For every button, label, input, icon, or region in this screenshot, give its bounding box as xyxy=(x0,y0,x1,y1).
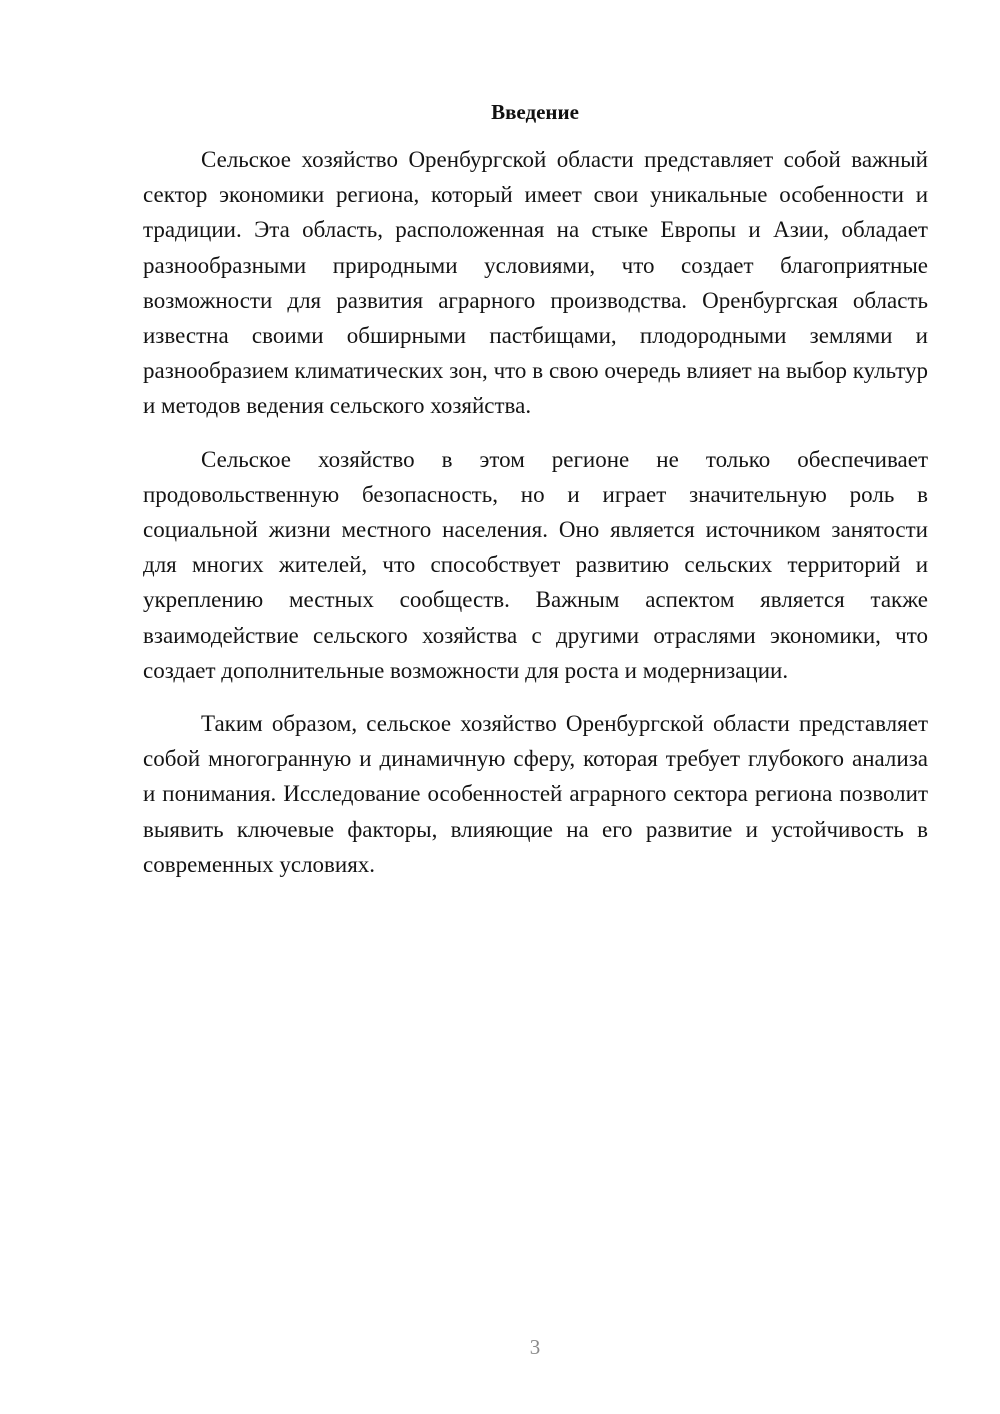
section-heading: Введение xyxy=(491,100,579,124)
paragraph-3: Таким образом, сельское хозяйство Оренбургской области представляет собой многогранную и динамичную сферу, которая требует глубокого анализа и понимания. Исследование особенностей аграрного сектора региона позволит выявить ключевые факторы, влияющие на его развитие и устойчивость в современных условиях. xyxy=(143,711,928,877)
paragraph-2: Сельское хозяйство в этом регионе не только обеспечивает продовольственную безопасность, но и играет значительную роль в социальной жизни местного населения. Оно является источником занятости для многих жителей, что способствует развитию сельских территорий и укреплению местных сообществ. Важным аспектом является также взаимодействие сельского хозяйства с другими отраслями экономики, что создает дополнительные возможности для роста и модернизации. xyxy=(143,446,928,683)
paragraph-1: Сельское хозяйство Оренбургской области представляет собой важный сектор экономики региона, который имеет свои уникальные особенности и традиции. Эта область, расположенная на стыке Европы и Азии, обладает разнообразными природными условиями, что создает благоприятные возможности для развития аграрного производства. Оренбургская область известна своими обширными пастбищами, плодородными землями и разнообразием климатических зон, что в свою очередь влияет на выбор культур и методов ведения сельского хозяйства. xyxy=(143,147,928,419)
page-number: 3 xyxy=(529,1335,541,1359)
body-text xyxy=(143,142,928,900)
